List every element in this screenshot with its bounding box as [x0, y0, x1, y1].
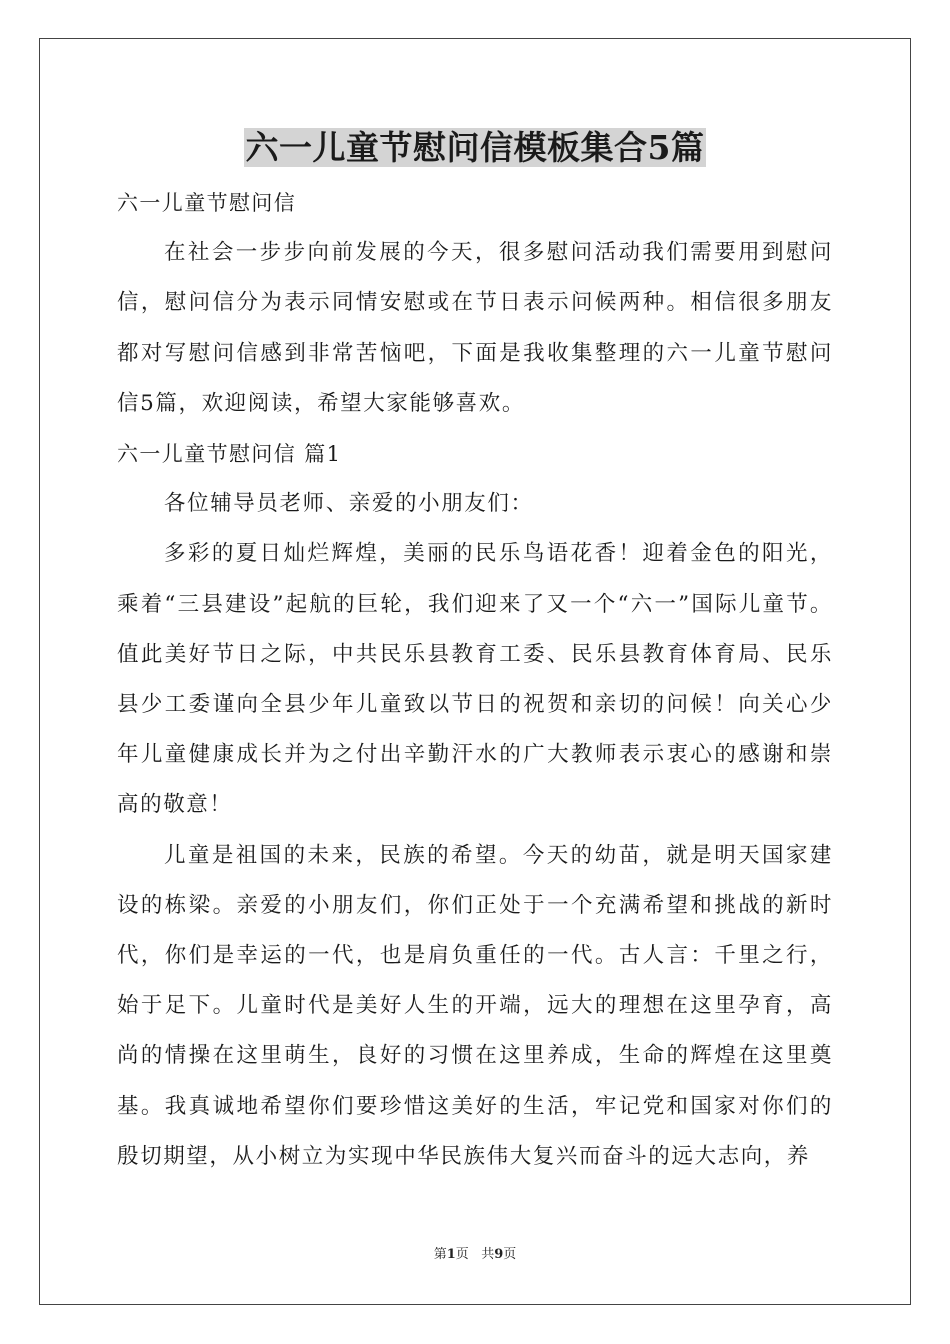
body-paragraph-1: 多彩的夏日灿烂辉煌，美丽的民乐鸟语花香！迎着金色的阳光，乘着“三县建设”起航的巨轮，我们迎来了又一个“六一”国际儿童节。值此美好节日之际，中共民乐县教育工委、民乐县教育体育局、民乐县少工委谨向全县少年儿童致以节日的祝贺和亲切的问候！向关心少年儿童健康成长并为之付出辛勤汗水的广大教师表示衷心的感谢和崇高的敬意！ — [117, 541, 833, 818]
section-heading: 六一儿童节慰问信 篇1 — [117, 442, 342, 467]
body-paragraph-2: 儿童是祖国的未来，民族的希望。今天的幼苗，就是明天国家建设的栋梁。亲爱的小朋友们，你们正处于一个充满希望和挑战的新时代，你们是幸运的一代，也是肩负重任的一代。古人言：千里之行，始于足下。儿童时代是美好人生的开端，远大的理想在这里孕育，高尚的情操在这里萌生，良好的习惯在这里养成，生命的辉煌在这里奠基。我真诚地希望你们要珍惜这美好的生活，牢记党和国家对你们的殷切期望，从小树立为实现中华民族伟大复兴而奋斗的远大志向，养 — [117, 842, 833, 1169]
document-body — [117, 178, 833, 1182]
page-footer: 第1页 共9页 — [433, 1247, 517, 1262]
document-subtitle: 六一儿童节慰问信 — [117, 191, 297, 215]
total-page-number: 9 — [494, 1247, 504, 1262]
current-page-number: 1 — [446, 1247, 456, 1262]
document-title: 六一儿童节慰问信模板集合5篇 — [245, 128, 705, 167]
salutation: 各位辅导员老师、亲爱的小朋友们： — [164, 491, 534, 517]
intro-paragraph: 在社会一步步向前发展的今天，很多慰问活动我们需要用到慰问信，慰问信分为表示同情安慰或在节日表示问候两种。相信很多朋友都对写慰问信感到非常苦恼吧，下面是我收集整理的六一儿童节慰问信5篇，欢迎阅读，希望大家能够喜欢。 — [117, 240, 833, 416]
